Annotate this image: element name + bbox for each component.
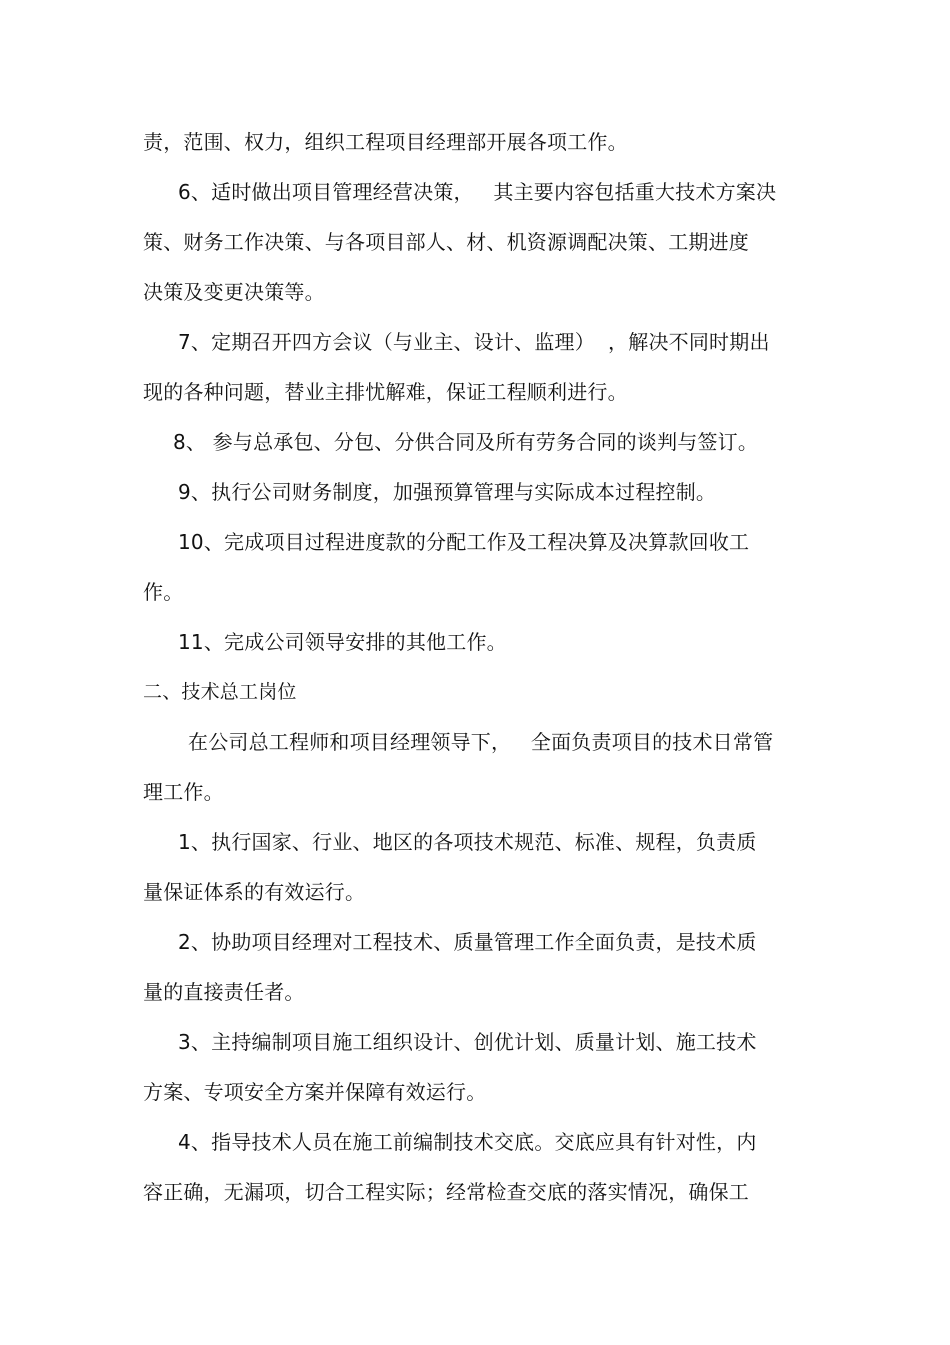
text-line: 决策及变更决策等。 (143, 280, 325, 304)
text-line: 2、协助项目经理对工程技术、质量管理工作全面负责，是技术质 (178, 930, 757, 954)
text-line: 8、 参与总承包、分包、分供合同及所有劳务合同的谈判与签订。 (173, 430, 759, 454)
text-line: 7、定期召开四方会议（与业主、设计、监理） ，解决不同时期出 (178, 330, 770, 354)
text-line: 作。 (143, 580, 184, 604)
text-line: 10、完成项目过程进度款的分配工作及工程决算及决算款回收工 (178, 530, 750, 554)
text-line: 量保证体系的有效运行。 (143, 880, 366, 904)
text-line: 理工作。 (143, 780, 224, 804)
text-line: 量的直接责任者。 (143, 980, 305, 1004)
section-heading: 二、技术总工岗位 (143, 681, 297, 703)
text-line: 6、适时做出项目管理经营决策， 其主要内容包括重大技术方案决 (178, 180, 777, 204)
text-line: 在公司总工程师和项目经理领导下， 全面负责项目的技术日常管 (188, 730, 774, 754)
text-line: 4、指导技术人员在施工前编制技术交底。交底应具有针对性，内 (178, 1130, 757, 1154)
text-line: 1、执行国家、行业、地区的各项技术规范、标准、规程，负责质 (178, 830, 757, 854)
text-line: 策、财务工作决策、与各项目部人、材、机资源调配决策、工期进度 (143, 230, 749, 254)
text-line: 9、执行公司财务制度，加强预算管理与实际成本过程控制。 (178, 480, 717, 504)
text-line: 容正确，无漏项，切合工程实际；经常检查交底的落实情况，确保工 (143, 1180, 749, 1204)
text-line: 3、主持编制项目施工组织设计、创优计划、质量计划、施工技术 (178, 1030, 757, 1054)
text-line: 责，范围、权力，组织工程项目经理部开展各项工作。 (143, 130, 628, 154)
text-line: 方案、专项安全方案并保障有效运行。 (143, 1080, 487, 1104)
text-line: 现的各种问题，替业主排忧解难，保证工程顺利进行。 (143, 380, 628, 404)
text-line: 11、完成公司领导安排的其他工作。 (178, 630, 507, 654)
